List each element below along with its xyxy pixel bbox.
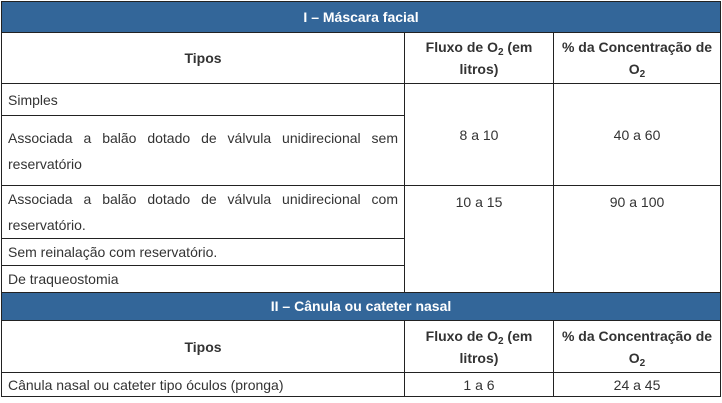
section-1-band [2,2,721,33]
table-row [2,84,721,116]
section-1-title: I – Máscara facial [2,2,721,33]
table-row [2,186,721,239]
group-1-concentracao: 40 a 60 [554,84,721,186]
oxygen-therapy-table [1,1,721,397]
section-2-band [2,293,721,321]
row-tipo-simples: Simples [2,84,405,116]
section-1-header-row [2,33,721,84]
section-1-col-tipos: Tipos [2,33,405,84]
group-2-fluxo: 10 a 15 [405,186,554,293]
section-2-col-concentracao: % da Concentração de $O_2$ [554,321,721,373]
row-tipo-sem-reinalacao: Sem reinalação com reservatório. [2,239,405,266]
section-2-header-row [2,321,721,373]
section-2-col-fluxo: Fluxo de $O_2$ (em litros) [405,321,554,373]
section-1-col-fluxo: Fluxo de $O_2$ (em litros) [405,33,554,84]
row-tipo-com-reservatorio: Associada a balão dotado de válvula unidirecional com reservatório. [2,186,405,239]
row-canula-concentracao: 24 a 45 [554,373,721,397]
row-canula-fluxo: 1 a 6 [405,373,554,397]
section-2-col-tipos: Tipos [2,321,405,373]
row-tipo-canula-nasal: Cânula nasal ou cateter tipo óculos (pronga) [2,373,405,397]
section-1-col-concentracao: % da Concentração de $O_2$ [554,33,721,84]
section-2-title: II – Cânula ou cateter nasal [2,293,721,321]
table-row [2,373,721,397]
group-1-fluxo: 8 a 10 [405,84,554,186]
row-tipo-traqueostomia: De traqueostomia [2,266,405,293]
group-2-concentracao: 90 a 100 [554,186,721,293]
row-tipo-sem-reservatorio: Associada a balão dotado de válvula unidirecional sem reservatório [2,116,405,186]
